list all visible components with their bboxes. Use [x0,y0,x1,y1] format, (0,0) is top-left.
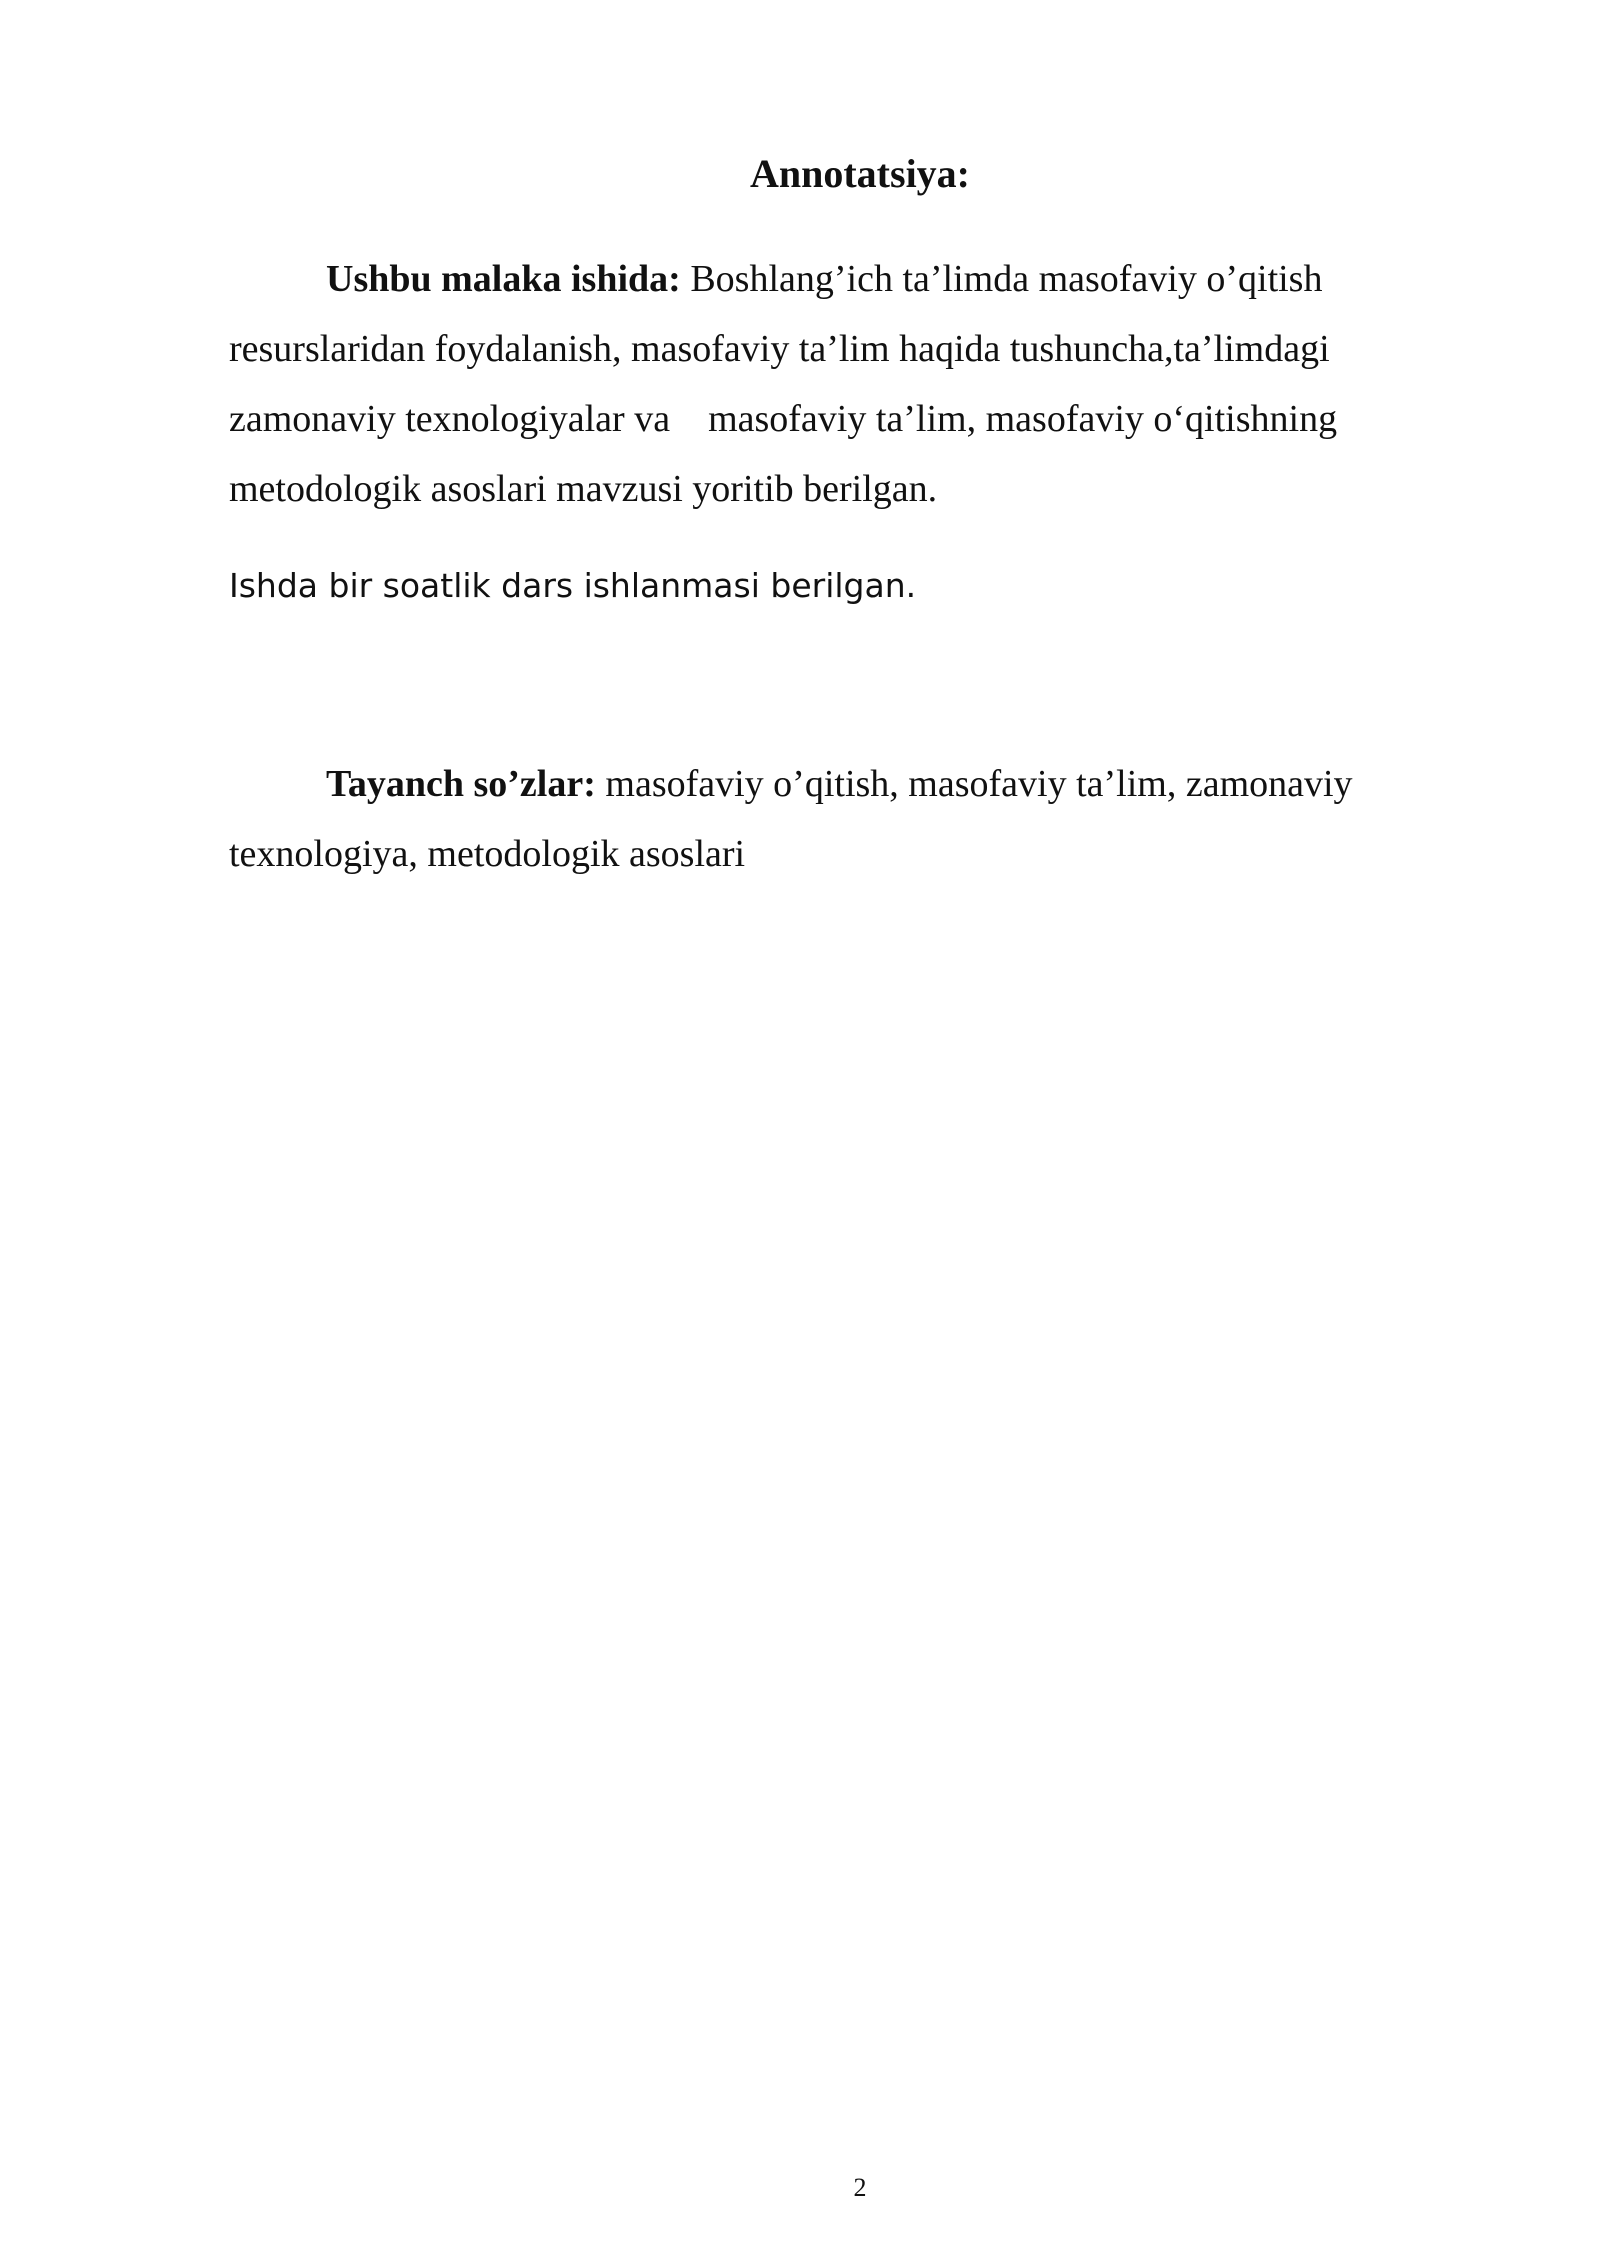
keywords-line-1-text: masofaviy o’qitish, masofaviy ta’lim, zamonaviy [595,763,1353,805]
annotation-line-3: zamonaviy texnologiyalar va masofaviy ta’lim, masofaviy oʻqitishning [229,398,1338,440]
keywords-lead: Tayanch so’zlar: [326,763,596,805]
lesson-plan-paragraph: Ishda bir soatlik dars ishlanmasi berilgan. [229,566,917,605]
annotation-line-1 [229,244,1429,314]
keywords-line-2: texnologiya, metodologik asoslari [229,833,746,875]
annotation-line-4: metodologik asoslari mavzusi yoritib berilgan. [229,468,938,510]
page-number: 2 [853,2173,867,2202]
keywords-paragraph [229,749,1429,889]
page-title: Annotatsiya: [749,151,971,196]
annotation-paragraph [229,244,1429,524]
annotation-lead: Ushbu malaka ishida: [326,258,681,300]
annotation-line-1-text: Boshlang’ich ta’limda masofaviy o’qitish [680,258,1323,300]
keywords-line-1 [229,749,1429,819]
annotation-line-2: resurslaridan foydalanish, masofaviy ta’lim haqida tushuncha,ta’limdagi [229,328,1330,370]
